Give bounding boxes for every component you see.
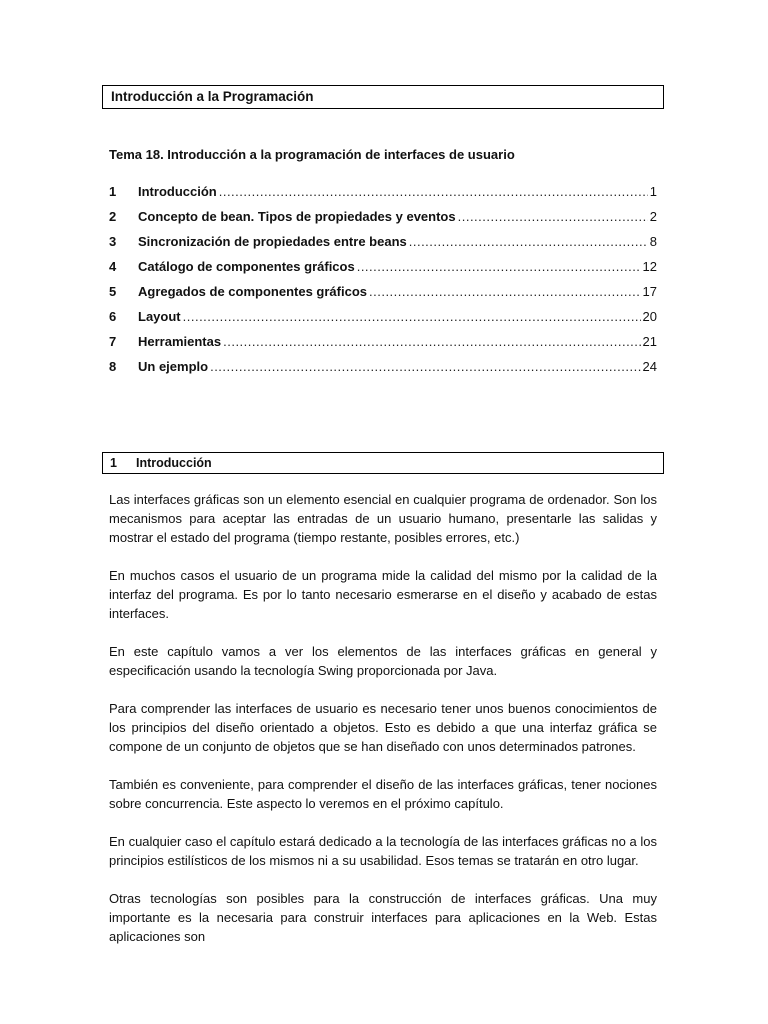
toc-entry-label: Layout: [138, 309, 181, 324]
toc-entry[interactable]: [109, 259, 657, 284]
paragraph: Otras tecnologías son posibles para la construcción de interfaces gráficas. Una muy importante es la necesaria para construir interfaces para aplicaciones en la Web. Estas aplicaciones son: [109, 891, 657, 944]
toc-entry-page: 1: [649, 184, 657, 199]
toc-leader-dots: [219, 184, 648, 199]
toc-entry-page: 20: [642, 309, 657, 324]
paragraph: En muchos casos el usuario de un programa mide la calidad del mismo por la calidad de la interfaz del programa. Es por lo tanto necesario esmerarse en el diseño y acabado de estas interfaces.: [109, 568, 657, 621]
toc-entry-label: Herramientas: [138, 334, 222, 349]
toc-entry-number: 4: [109, 259, 117, 274]
paragraph: También es conveniente, para comprender el diseño de las interfaces gráficas, tener nociones sobre concurrencia. Este aspecto lo veremos en el próximo capítulo.: [109, 777, 657, 811]
toc-entry[interactable]: [109, 284, 657, 309]
toc-entry-page: 8: [649, 234, 657, 249]
paragraph: Las interfaces gráficas son un elemento esencial en cualquier programa de ordenador. Son los mecanismos para aceptar las entradas de un usuario humano, presentarle las salidas y mostrar el estado del programa (tiempo restante, posibles errores, etc.): [109, 492, 657, 545]
toc-leader-dots: [458, 209, 648, 224]
toc-entry[interactable]: [109, 309, 657, 334]
section-title: Introducción: [136, 456, 212, 470]
paragraph: En este capítulo vamos a ver los elementos de las interfaces gráficas en general y especificación usando la tecnología Swing proporcionada por Java.: [109, 644, 657, 678]
toc-entry-page: 2: [649, 209, 657, 224]
toc-leader-dots: [357, 259, 641, 274]
toc-entry-label: Agregados de componentes gráficos: [138, 284, 367, 299]
toc-entry-label: Introducción: [138, 184, 217, 199]
toc-entry-number: 2: [109, 209, 117, 224]
toc-entry-page: 21: [642, 334, 657, 349]
document-header: Introducción a la Programación: [102, 85, 664, 109]
table-of-contents: [109, 184, 657, 384]
toc-entry-page: 17: [642, 284, 657, 299]
section-number: 1: [110, 456, 117, 470]
toc-leader-dots: [223, 334, 640, 349]
toc-leader-dots: [210, 359, 640, 374]
toc-entry-label: Un ejemplo: [138, 359, 209, 374]
toc-entry-label: Concepto de bean. Tipos de propiedades y eventos: [138, 209, 456, 224]
toc-entry-label: Sincronización de propiedades entre beans: [138, 234, 407, 249]
section-body: [109, 490, 657, 965]
toc-entry[interactable]: [109, 359, 657, 384]
toc-entry-number: 6: [109, 309, 117, 324]
paragraph: En cualquier caso el capítulo estará dedicado a la tecnología de las interfaces gráficas no a los principios estilísticos de los mismos ni a su usabilidad. Esos temas se tratarán en otro lugar.: [109, 834, 657, 868]
toc-entry[interactable]: [109, 234, 657, 259]
section-heading: [102, 452, 664, 474]
toc-entry-number: 7: [109, 334, 117, 349]
toc-leader-dots: [409, 234, 648, 249]
toc-entry[interactable]: [109, 209, 657, 234]
toc-entry-page: 12: [642, 259, 657, 274]
toc-entry-label: Catálogo de componentes gráficos: [138, 259, 355, 274]
toc-entry-number: 8: [109, 359, 117, 374]
toc-entry[interactable]: [109, 334, 657, 359]
toc-entry-page: 24: [642, 359, 657, 374]
paragraph: Para comprender las interfaces de usuario es necesario tener unos buenos conocimientos de los principios del diseño orientado a objetos. Esto es debido a que una interfaz gráfica se compone de un conjunto de objetos que se han diseñado con unos determinados patrones.: [109, 701, 657, 754]
toc-leader-dots: [183, 309, 641, 324]
toc-entry[interactable]: [109, 184, 657, 209]
toc-entry-number: 3: [109, 234, 117, 249]
toc-entry-number: 1: [109, 184, 117, 199]
toc-leader-dots: [369, 284, 641, 299]
toc-title: Tema 18. Introducción a la programación de interfaces de usuario: [109, 147, 515, 162]
toc-entry-number: 5: [109, 284, 117, 299]
